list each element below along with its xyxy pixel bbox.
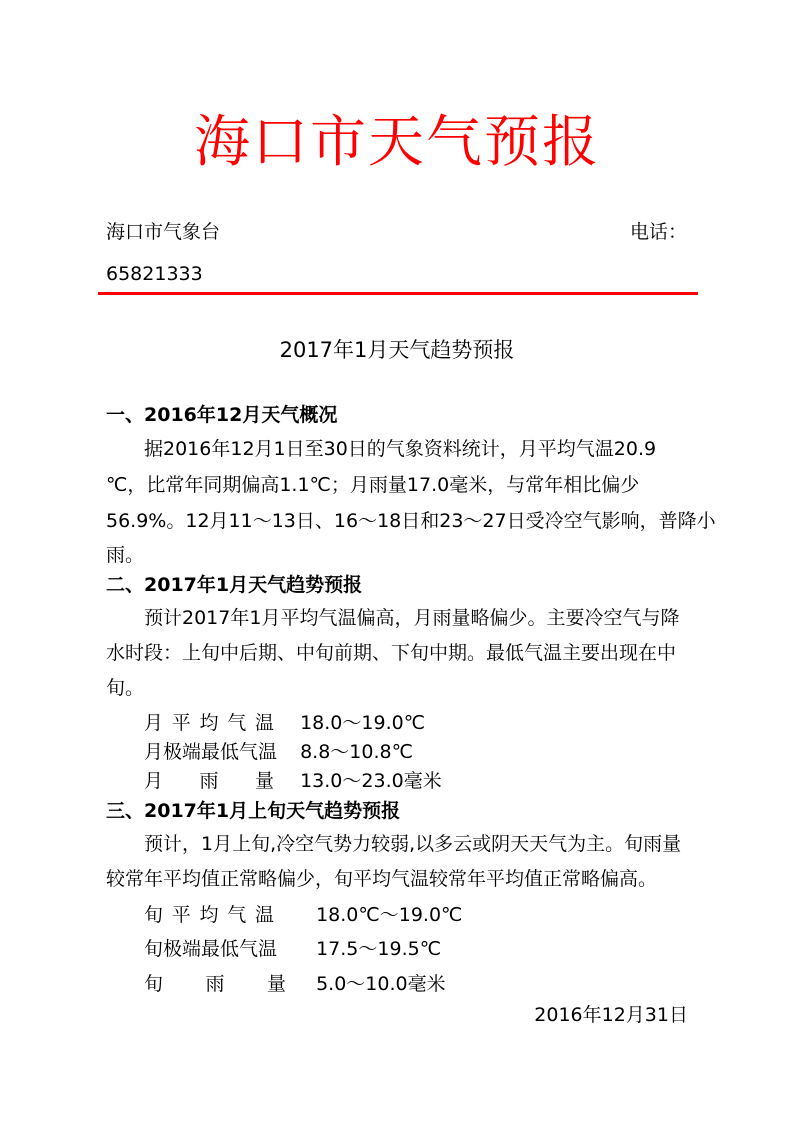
section2-line-2: 水时段：上旬中后期、中旬前期、下旬中期。最低气温主要出现在中	[106, 642, 677, 664]
section2-heading: 二、2017年1月天气趋势预报	[106, 574, 363, 596]
row-value: 18.0～19.0℃	[300, 712, 426, 734]
phone-number: 65821333	[106, 263, 203, 285]
section3-line-2: 较常年平均值正常略偏少，旬平均气温较常年平均值正常略偏高。	[106, 868, 658, 890]
section3-line-1: 预计，1月上旬,冷空气势力较弱,以多云或阴天天气为主。旬雨量	[144, 833, 682, 855]
dekad-rainfall-row	[144, 969, 446, 996]
row-value: 13.0～23.0毫米	[300, 770, 442, 792]
monthly-min-temp-row	[144, 737, 413, 764]
section2-line-1: 预计2017年1月平均气温偏高，月雨量略偏少。主要冷空气与降	[144, 607, 680, 629]
row-label: 旬极端最低气温	[144, 938, 278, 960]
row-label: 月雨量	[144, 770, 274, 792]
row-value: 17.5～19.5℃	[316, 938, 442, 960]
section1-heading: 一、2016年12月天气概况	[106, 404, 338, 426]
section1-line-1: 据2016年12月1日至30日的气象资料统计，月平均气温20.9	[144, 438, 657, 460]
monthly-avg-temp-row	[144, 708, 425, 735]
monthly-rainfall-row	[144, 766, 442, 793]
row-label: 月极端最低气温	[144, 741, 278, 763]
row-label: 旬平均气温	[144, 904, 274, 926]
red-divider	[98, 292, 698, 295]
row-label: 旬雨量	[144, 973, 286, 995]
section3-heading: 三、2017年1月上旬天气趋势预报	[106, 800, 401, 822]
phone-label: 电话：	[630, 221, 688, 243]
section1-line-3: 56.9%。12月11～13日、16～18日和23～27日受冷空气影响，普降小	[106, 510, 716, 532]
row-value: 5.0～10.0毫米	[316, 973, 446, 995]
document-title: 2017年1月天气趋势预报	[279, 338, 515, 362]
section1-line-2: ℃，比常年同期偏高1.1℃；月雨量17.0毫米，与常年相比偏少	[106, 474, 640, 496]
page-title: 海口市天气预报	[194, 110, 600, 175]
dekad-avg-temp-row	[144, 900, 462, 927]
issue-date: 2016年12月31日	[534, 1004, 688, 1026]
dekad-min-temp-row	[144, 934, 441, 961]
section1-line-4: 雨。	[106, 544, 145, 566]
row-value: 8.8～10.8℃	[300, 741, 413, 763]
org-name: 海口市气象台	[106, 221, 221, 243]
section2-line-3: 旬。	[106, 677, 145, 699]
row-label: 月平均气温	[144, 712, 274, 734]
row-value: 18.0℃～19.0℃	[316, 904, 463, 926]
